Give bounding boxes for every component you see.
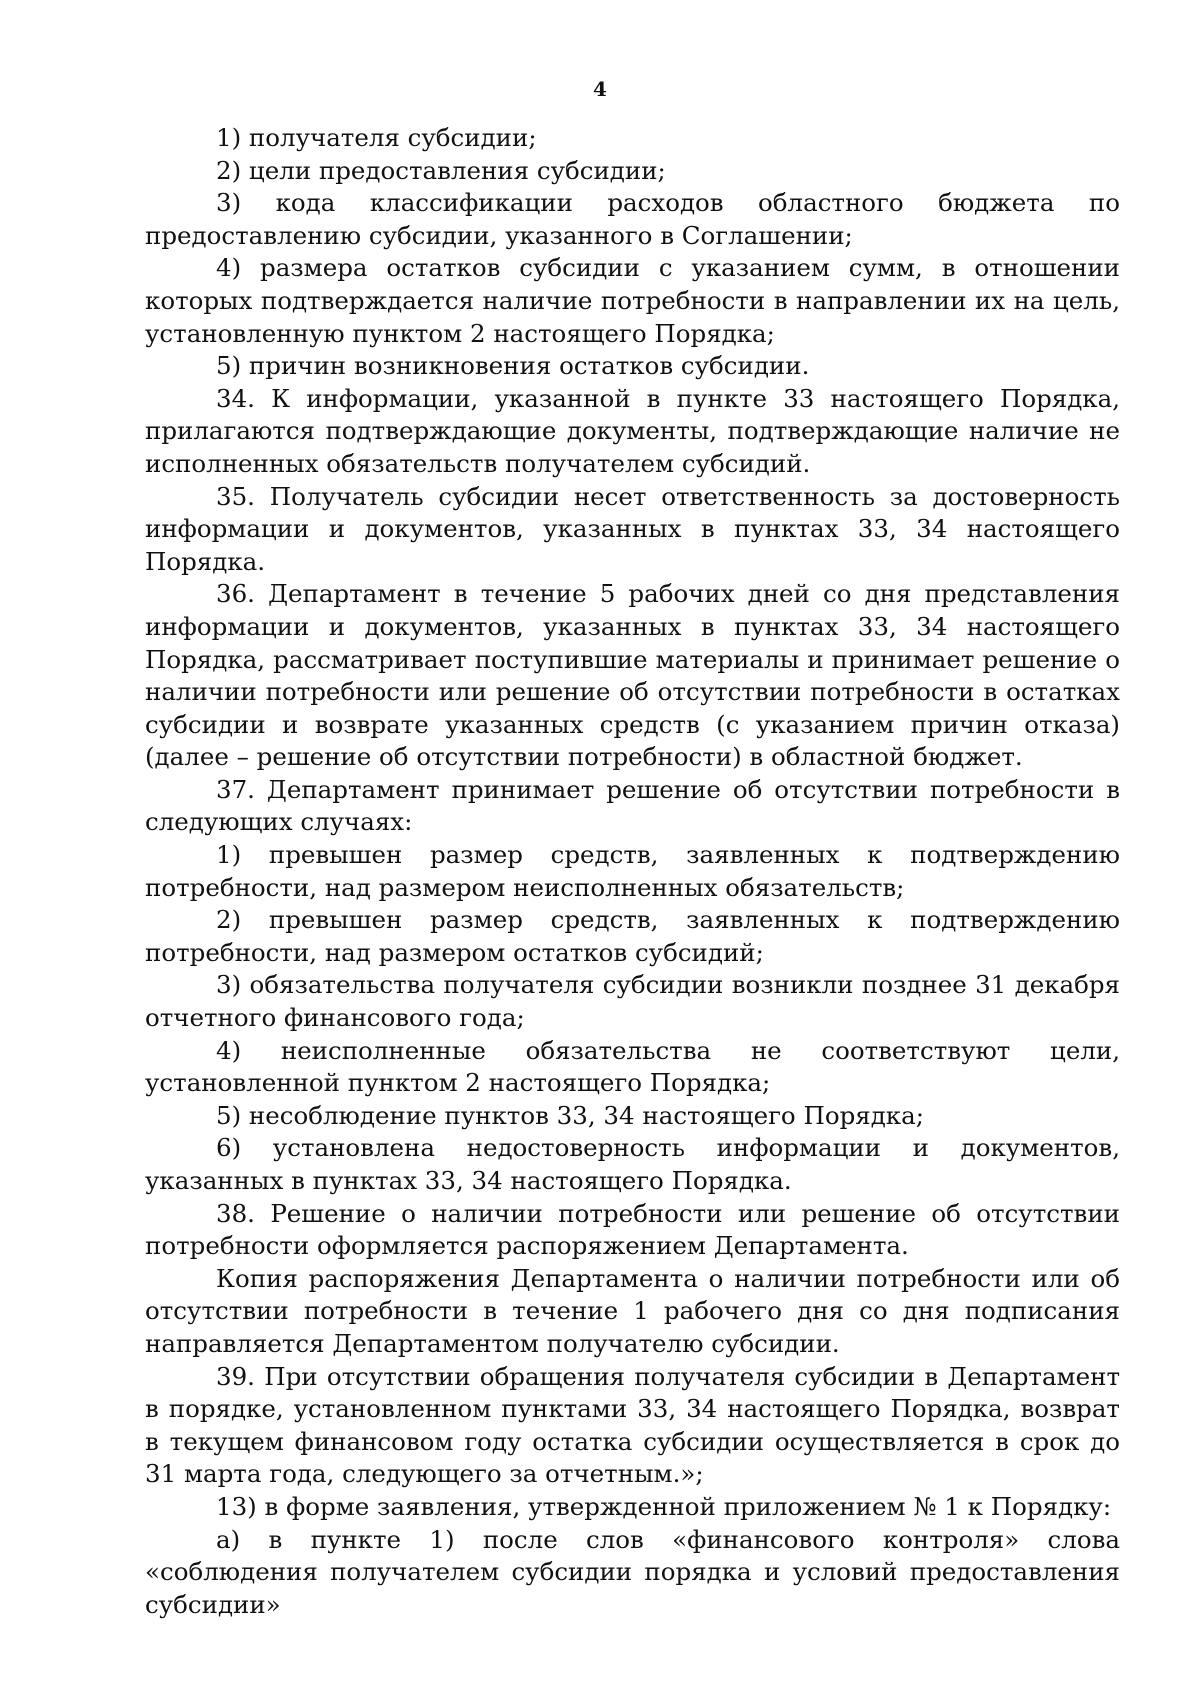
paragraph-item-4: 4) размера остатков субсидии с указанием сумм, в отношении которых подтверждается наличие потребности в направлении их на цель, установленную пунктом 2 настоящего Порядка;	[145, 253, 1120, 348]
paragraph-item-13: 13) в форме заявления, утвержденной приложением № 1 к Порядку:	[216, 1491, 1112, 1521]
paragraph-item-3: 3) кода классификации расходов областного бюджета по предоставлению субсидии, указанного в Соглашении;	[145, 188, 1120, 250]
paragraph-case-6: 6) установлена недостоверность информации и документов, указанных в пунктах 33, 34 настоящего Порядка.	[145, 1133, 1120, 1195]
document-body	[145, 122, 1120, 1621]
paragraph-subitem-a: а) в пункте 1) после слов «финансового контроля» слова «соблюдения получателем субсидии порядка и условий предоставления субсидии»	[145, 1524, 1120, 1619]
paragraph-clause-37: 37. Департамент принимает решение об отсутствии потребности в следующих случаях:	[145, 774, 1120, 837]
paragraph-case-3: 3) обязательства получателя субсидии возникли позднее 31 декабря отчетного финансового года;	[145, 970, 1120, 1033]
paragraph-case-4: 4) неисполненные обязательства не соответствуют цели, установленной пунктом 2 настоящего Порядка;	[145, 1035, 1120, 1098]
paragraph-item-1: 1) получателя субсидии;	[216, 123, 537, 152]
paragraph-item-5: 5) причин возникновения остатков субсидии.	[216, 351, 810, 381]
paragraph-clause-39: 39. При отсутствии обращения получателя субсидии в Департамент в порядке, установленном пунктами 33, 34 настоящего Порядка, возврат в текущем финансовом году остатка субсидии осуществляется в срок до 31 марта года, следующего за отчетным.»;	[145, 1361, 1120, 1489]
paragraph-case-5: 5) несоблюдение пунктов 33, 34 настоящего Порядка;	[216, 1100, 924, 1130]
paragraph-copy-order: Копия распоряжения Департамента о наличии потребности или об отсутствии потребности в течение 1 рабочего дня со дня подписания направляется Департаментом получателю субсидии.	[145, 1263, 1120, 1358]
paragraph-clause-34: 34. К информации, указанной в пункте 33 настоящего Порядка, прилагаются подтверждающие документы, подтверждающие наличие не исполненных обязательств получателем субсидий.	[145, 383, 1120, 478]
page-number: 4	[593, 77, 607, 101]
paragraph-item-2: 2) цели предоставления субсидии;	[216, 155, 666, 185]
paragraph-clause-38: 38. Решение о наличии потребности или решение об отсутствии потребности оформляется распоряжением Департамента.	[145, 1198, 1120, 1261]
paragraph-clause-35: 35. Получатель субсидии несет ответственность за достоверность информации и документов, указанных в пунктах 33, 34 настоящего Порядка.	[145, 481, 1120, 576]
paragraph-case-2: 2) превышен размер средств, заявленных к подтверждению потребности, над размером остатков субсидий;	[145, 905, 1120, 967]
paragraph-clause-36: 36. Департамент в течение 5 рабочих дней со дня представления информации и документов, указанных в пунктах 33, 34 настоящего Порядка, рассматривает поступившие материалы и принимает решение о наличии потребности или решение об отсутствии потребности в остатках субсидии и возврате указанных средств (с указанием причин отказа) (далее – решение об отсутствии потребности) в областной бюджет.	[145, 579, 1120, 772]
paragraph-case-1: 1) превышен размер средств, заявленных к подтверждению потребности, над размером неисполненных обязательств;	[145, 840, 1120, 902]
